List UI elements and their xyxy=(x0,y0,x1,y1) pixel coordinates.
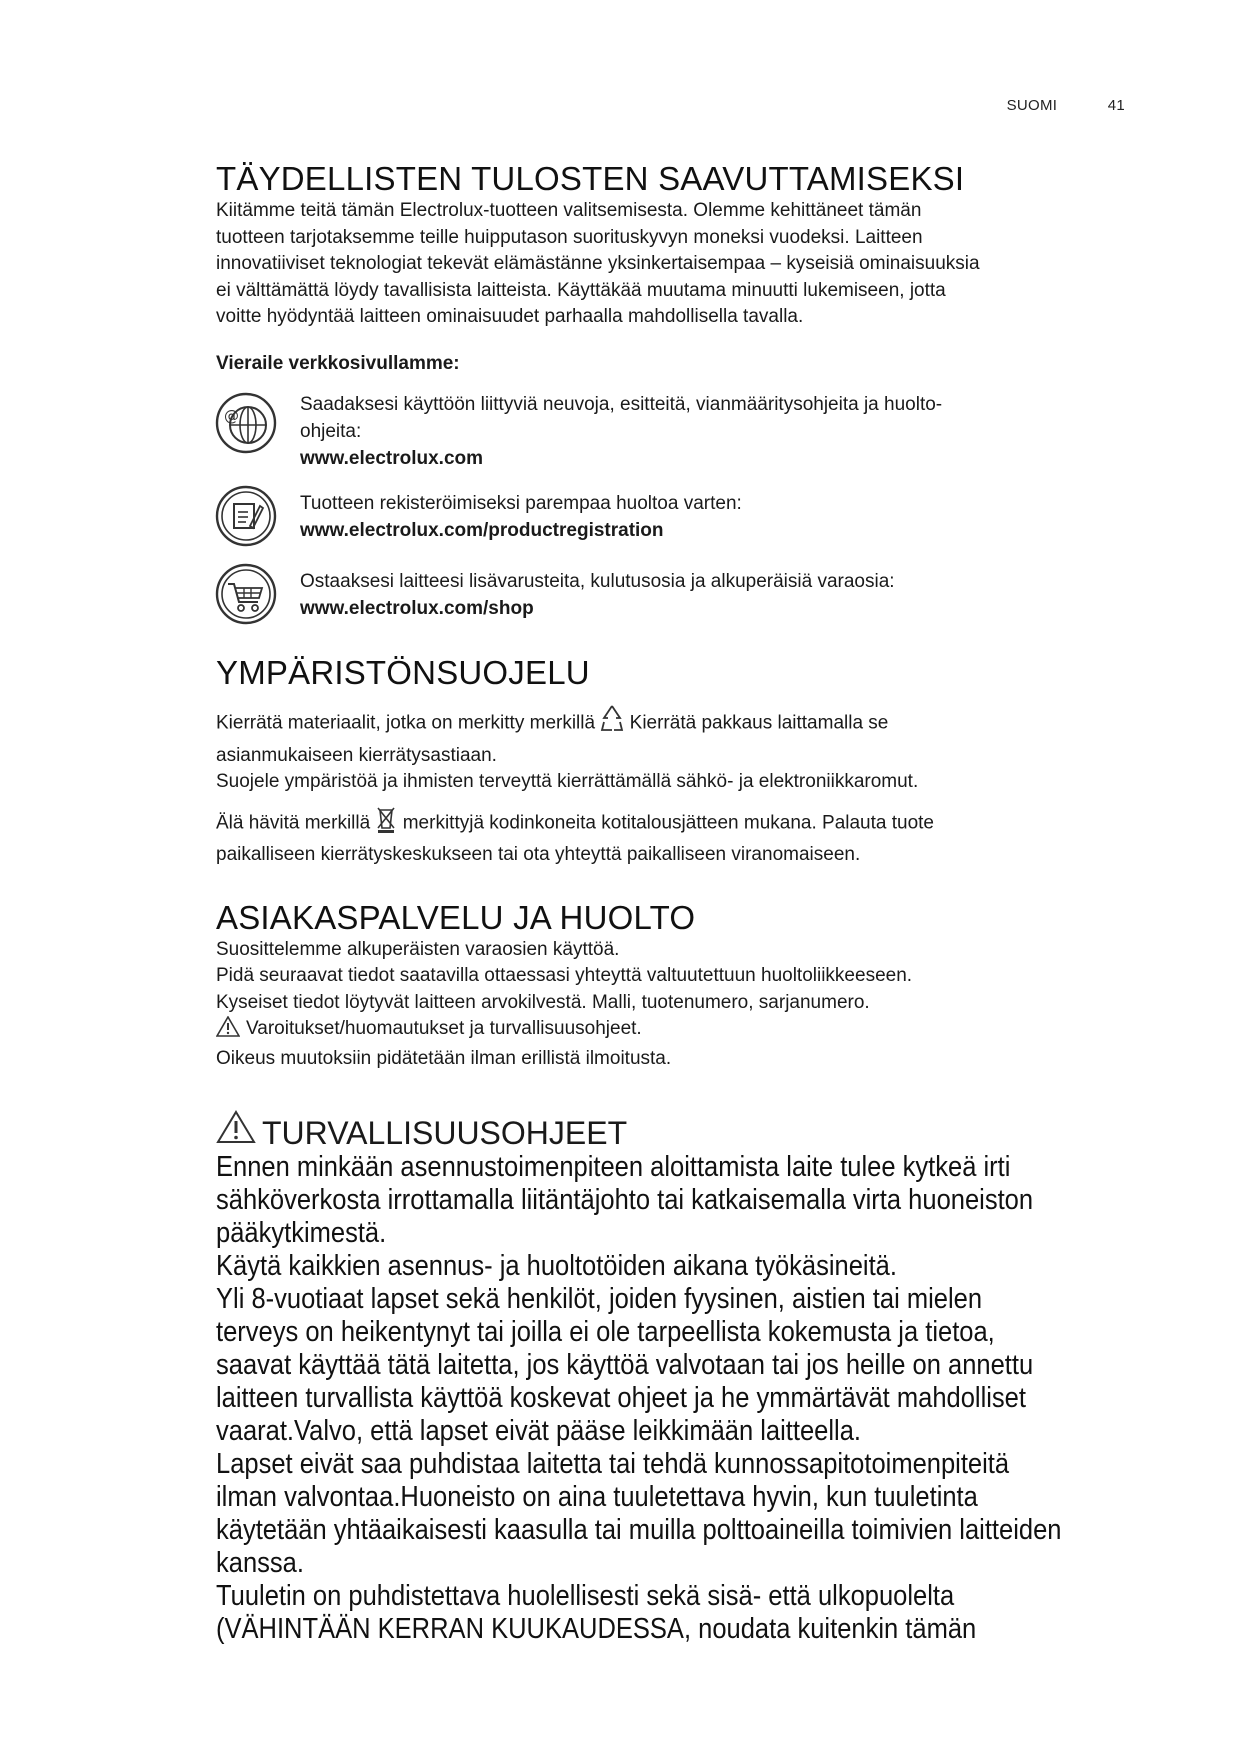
env-line-1a: Kierrätä materiaalit, jotka on merkitty merkillä xyxy=(216,712,596,734)
safety-line-1: Ennen minkään asennustoimenpiteen aloittamista laite tulee kytkeä irti xyxy=(216,1151,1011,1183)
support-link-url[interactable]: www.electrolux.com xyxy=(300,448,484,469)
shopping-cart-icon xyxy=(214,562,278,626)
page-header xyxy=(1007,97,1125,114)
env-line-1 xyxy=(216,704,1136,743)
service-line-4-text: Varoitukset/huomautukset ja turvallisuusohjeet. xyxy=(246,1018,642,1039)
intro-line-4: ei välttämättä löydy tavallisista laitteista. Käyttäkää muutama minuutti lukemiseen, jotta xyxy=(216,279,946,301)
service-line-3: Kyseiset tiedot löytyvät laitteen arvokilvestä. Malli, tuotenumero, sarjanumero. xyxy=(216,991,870,1013)
environment-title: YMPÄRISTÖNSUOJELU xyxy=(216,654,590,691)
link-row-registration xyxy=(214,484,1136,548)
service-line-1: Suosittelemme alkuperäisten varaosien käyttöä. xyxy=(216,938,620,960)
service-section xyxy=(216,899,1136,1073)
service-line-5: Oikeus muutoksiin pidätetään ilman erillistä ilmoitusta. xyxy=(216,1047,672,1069)
support-link-desc-1: Saadaksesi käyttöön liittyviä neuvoja, esitteitä, vianmääritysohjeita ja huolto- xyxy=(300,394,943,415)
env-line-2: asianmukaiseen kierrätysastiaan. xyxy=(216,744,497,766)
safety-line-8: laitteen turvallista käyttöä koskevat ohjeet ja he ymmärtävät mahdolliset xyxy=(216,1382,1026,1414)
safety-line-7: saavat käyttää tätä laitetta, jos käyttöä valvotaan tai jos heille on annettu xyxy=(216,1349,1034,1381)
page-content xyxy=(216,160,1136,1646)
intro-line-1: Kiitämme teitä tämän Electrolux-tuotteen valitsemisesta. Olemme kehittäneet tämän xyxy=(216,200,922,221)
safety-heading xyxy=(216,1110,1136,1151)
safety-line-4: Käytä kaikkien asennus- ja huoltotöiden aikana työkäsineitä. xyxy=(216,1250,897,1282)
links-section xyxy=(216,391,1136,626)
registration-link-desc: Tuotteen rekisteröimiseksi parempaa huoltoa varten: xyxy=(300,493,742,514)
safety-line-12: käytetään yhtäaikaisesti kaasulla tai muilla polttoaineilla toimivien laitteiden xyxy=(216,1514,1062,1546)
env-line-4 xyxy=(216,804,1136,843)
registration-link-url[interactable]: www.electrolux.com/productregistration xyxy=(300,520,664,541)
language-label: SUOMI xyxy=(1006,97,1058,114)
safety-line-10: Lapset eivät saa puhdistaa laitetta tai tehdä kunnossapitotoimenpiteitä xyxy=(216,1448,1010,1480)
visit-label: Vieraile verkkosivullamme: xyxy=(216,352,460,374)
recycle-icon xyxy=(600,704,624,743)
shop-link-desc: Ostaaksesi laitteesi lisävarusteita, kulutusosia ja alkuperäisiä varaosia: xyxy=(300,571,895,592)
registration-pen-icon xyxy=(214,484,278,548)
safety-text xyxy=(216,1151,1131,1646)
support-link-text xyxy=(300,391,942,472)
safety-line-11: ilman valvontaa.Huoneisto on aina tuuletettava hyvin, kun tuuletinta xyxy=(216,1481,978,1513)
service-title: ASIAKASPALVELU JA HUOLTO xyxy=(216,898,696,936)
intro-line-3: innovatiiviset teknologiat tekevät elämästänne yksinkertaisempaa – kyseisiä ominaisuuksia xyxy=(216,253,980,274)
environment-section xyxy=(216,654,1136,869)
link-row-support xyxy=(214,391,1136,472)
intro-title: TÄYDELLISTEN TULOSTEN SAAVUTTAMISEKSI xyxy=(216,160,965,197)
safety-line-5: Yli 8-vuotiaat lapset sekä henkilöt, joiden fyysinen, aistien tai mielen xyxy=(216,1283,983,1315)
warning-triangle-icon xyxy=(216,1016,240,1046)
page-number: 41 xyxy=(1107,97,1125,114)
crossed-bin-icon xyxy=(375,804,397,843)
env-line-4b: merkittyjä kodinkoneita kotitalousjätteen mukana. Palauta tuote xyxy=(402,811,934,833)
env-line-5: paikalliseen kierrätyskeskukseen tai ota yhteyttä paikalliseen viranomaiseen. xyxy=(216,844,861,865)
env-line-4a: Älä hävitä merkillä xyxy=(216,811,371,833)
intro-section xyxy=(216,160,1136,377)
svg-text:@: @ xyxy=(224,407,239,425)
intro-line-5: voitte hyödyntää laitteen ominaisuudet parhaalla mahdollisella tavalla. xyxy=(216,306,804,327)
safety-warning-icon xyxy=(216,1110,256,1151)
safety-section xyxy=(216,1110,1136,1646)
safety-title: TURVALLISUUSOHJEET xyxy=(262,1115,628,1151)
env-line-1b: Kierrätä pakkaus laittamalla se xyxy=(629,712,889,734)
shop-link-text xyxy=(300,562,895,622)
support-link-desc-2: ohjeita: xyxy=(300,421,362,442)
shop-link-url[interactable]: www.electrolux.com/shop xyxy=(300,598,534,619)
safety-line-3: pääkytkimestä. xyxy=(216,1217,387,1249)
safety-line-15: (VÄHINTÄÄN KERRAN KUUKAUDESSA, noudata kuitenkin tämän xyxy=(216,1613,977,1645)
safety-line-6: terveys on heikentynyt tai joilla ei ole tarpeellista kokemusta ja tietoa, xyxy=(216,1316,995,1348)
web-globe-icon xyxy=(214,391,278,455)
intro-line-2: tuotteen tarjotaksemme teille huipputason suorituskyvyn moneksi vuodeksi. Laitteen xyxy=(216,226,923,248)
safety-line-13: kanssa. xyxy=(216,1547,304,1579)
service-line-4 xyxy=(216,1016,1136,1046)
link-row-shop xyxy=(214,562,1136,626)
service-line-2: Pidä seuraavat tiedot saatavilla ottaessasi yhteyttä valtuutettuun huoltoliikkeeseen. xyxy=(216,965,913,986)
safety-line-9: vaarat.Valvo, että lapset eivät pääse leikkimään laitteella. xyxy=(216,1415,861,1447)
safety-line-14: Tuuletin on puhdistettava huolellisesti sekä sisä- että ulkopuolelta xyxy=(216,1580,955,1612)
safety-line-2: sähköverkosta irrottamalla liitäntäjohto tai katkaisemalla virta huoneiston xyxy=(216,1184,1034,1216)
env-line-3: Suojele ympäristöä ja ihmisten terveyttä kierrättämällä sähkö- ja elektroniikkaromut. xyxy=(216,771,919,792)
registration-link-text xyxy=(300,484,742,544)
